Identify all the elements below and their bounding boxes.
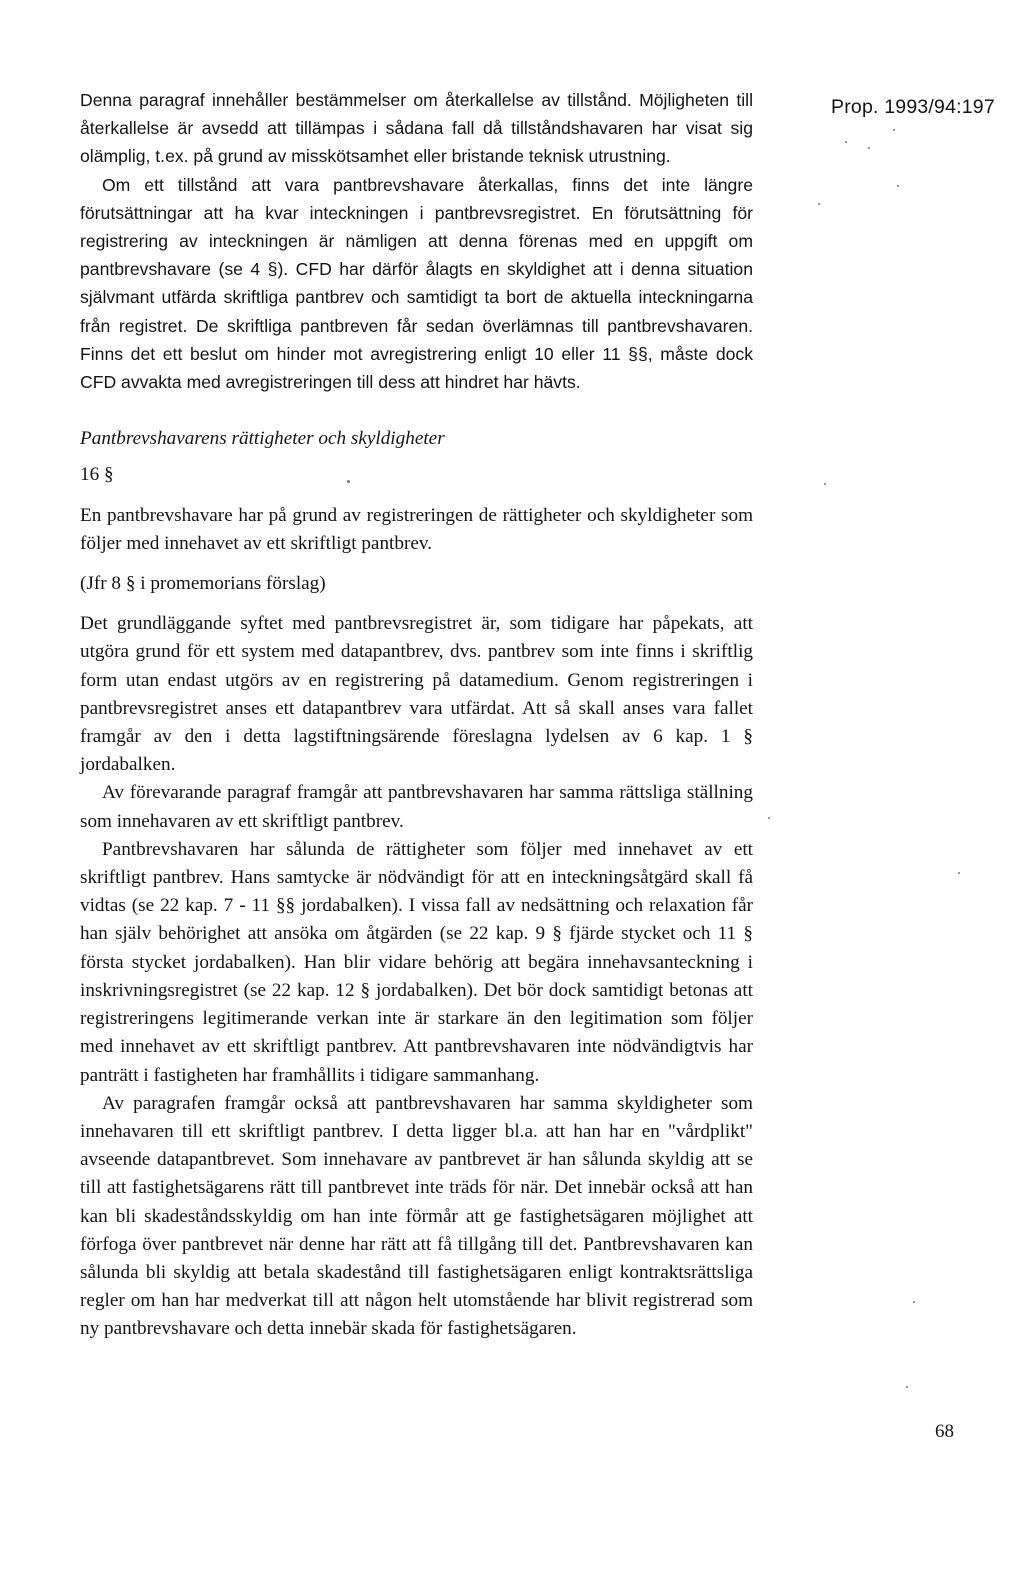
- section-heading: Pantbrevshavarens rättigheter och skyldigheter: [80, 428, 445, 450]
- scan-speck: [958, 872, 960, 874]
- section-number: 16 §: [80, 464, 114, 486]
- scan-speck: [824, 483, 826, 485]
- page-number: 68: [935, 1421, 954, 1442]
- proposition-reference: Prop. 1993/94:197: [831, 96, 995, 118]
- provision-text: En pantbrevshavare har på grund av registreringen de rättigheter och skyldigheter som följer med innehavet av ett skriftligt pantbrev.: [80, 504, 753, 554]
- commentary-paragraph-2: Av förevarande paragraf framgår att pantbrevshavaren har samma rättsliga ställning som innehavaren av ett skriftligt pantbrev.: [80, 782, 753, 832]
- commentary-paragraph-1: Det grundläggande syftet med pantbrevsregistret är, som tidigare har påpekats, att utgöra grund för ett system med datapantbrev, dvs. pantbrev som inte finns i skriftlig form utan endast utgörs av en registrering på datamedium. Genom registreringen i pantbrevsregistret anses ett datapantbrev vara utfärdat. Att så skall anses vara fallet framgår av den i detta lagstiftningsärende föreslagna lydelsen av 6 kap. 1 § jordabalken.: [80, 613, 753, 776]
- scan-speck: [768, 817, 770, 819]
- memo-reference: (Jfr 8 § i promemorians förslag): [80, 573, 326, 595]
- intro-paragraph: Denna paragraf innehåller bestämmelser om återkallelse av tillstånd. Möjligheten till återkallelse är avsedd att tillämpas i sådana fall då tillståndshavaren har visat sig olämplig, t.ex. på grund av misskötsamhet eller bristande teknisk utrustning.: [80, 90, 753, 167]
- scan-speck: [893, 129, 895, 131]
- revocation-paragraph: Om ett tillstånd att vara pantbrevshavare återkallas, finns det inte längre förutsättningar att ha kvar inteckningen i pantbrevsregistret. En förutsättning för registrering av inteckningen är nämligen att denna förenas med en uppgift om pantbrevshavare (se 4 §). CFD har därför ålagts en skyldighet att i denna situation självmant utfärda skriftliga pantbrev och samtidigt ta bort de aktuella inteckningarna från registret. De skriftliga pantbreven får sedan överlämnas till pantbrevshavaren. Finns det ett beslut om hinder mot avregistrering enligt 10 eller 11 §§, måste dock CFD avvakta med avregistreringen till dess att hindret har hävts.: [80, 174, 753, 393]
- scan-speck: [868, 147, 870, 149]
- scan-speck: [818, 203, 820, 205]
- scan-speck: [845, 141, 847, 143]
- scan-speck: [913, 1301, 915, 1303]
- commentary-paragraph-4: Av paragrafen framgår också att pantbrevshavaren har samma skyldigheter som innehavaren till ett skriftligt pantbrev. I detta ligger bl.a. att han har en "vårdplikt" avseende datapantbrevet. Som innehavare av pantbrevet är han sålunda skyldig att se till att fastighetsägarens rätt till pantbrevet inte träds för när. Det innebär också att han kan bli skadeståndsskyldig om han inte förmår att ge fastighetsägaren möjlighet att förfoga över pantbrevet när denne har rätt att få tillgång till det. Pantbrevshavaren kan sålunda bli skyldig att betala skadestånd till fastighetsägaren enligt kontraktsrättsliga regler om han har medverkat till att någon helt utomstående har blivit registrerad som ny pantbrevshavare och detta innebär skada för fastighetsägaren.: [80, 1092, 753, 1340]
- scan-speck: [347, 480, 350, 483]
- scan-speck: [906, 1386, 908, 1388]
- section-intro-block: [80, 86, 753, 396]
- scan-speck: [897, 185, 899, 187]
- main-text-column: [80, 86, 753, 1344]
- commentary-paragraph-3: Pantbrevshavaren har sålunda de rättigheter som följer med innehavet av ett skriftligt pantbrev. Hans samtycke är nödvändigt för att en inteckningsåtgärd skall få vidtas (se 22 kap. 7 - 11 §§ jordabalken). I vissa fall av nedsättning och relaxation får han själv behörighet att ansöka om åtgärden (se 22 kap. 9 § fjärde stycket och 11 § första stycket jordabalken). Han blir vidare behörig att begära innehavsanteckning i inskrivningsregistret (se 22 kap. 12 § jordabalken). Det bör dock samtidigt betonas att registreringens legitimerande verkan inte är starkare än den legitimation som följer med innehavet av ett skriftligt pantbrev. Att pantbrevshavaren inte nödvändigtvis har panträtt i fastigheten har framhållits i tidigare sammanhang.: [80, 838, 753, 1086]
